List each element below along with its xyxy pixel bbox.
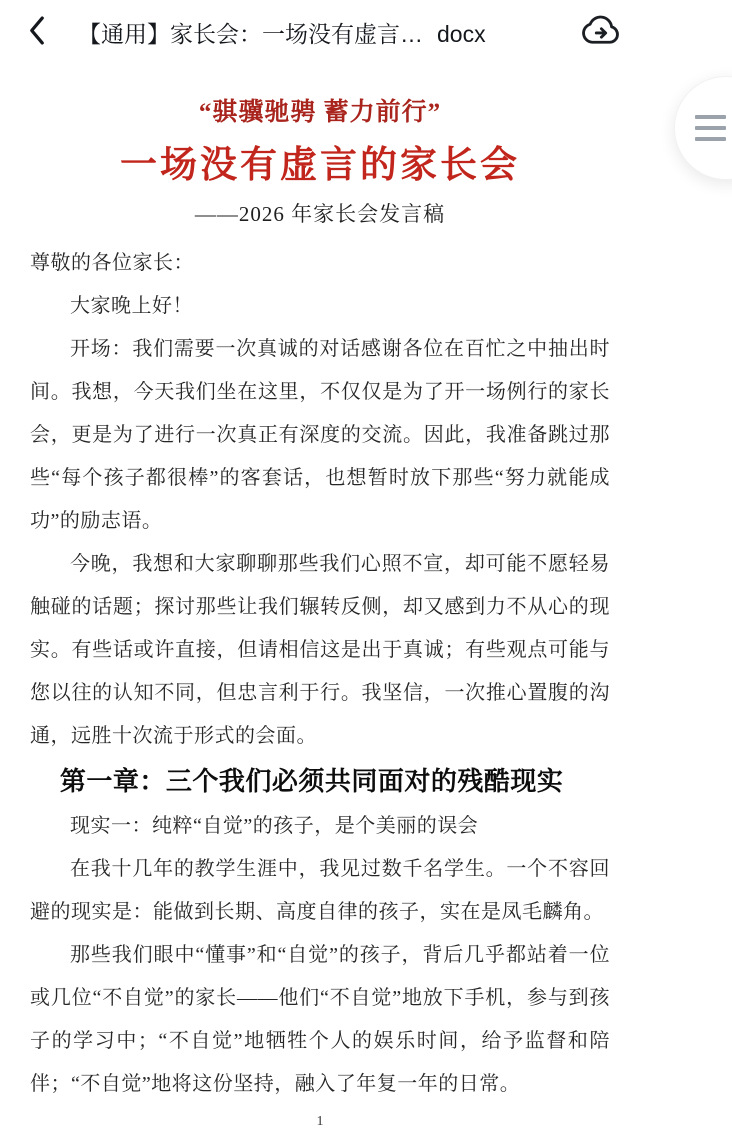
hamburger-menu-icon [695, 115, 726, 141]
cloud-arrow-icon [580, 14, 622, 50]
section-heading: 第一章：三个我们必须共同面对的残酷现实 [59, 766, 564, 796]
paragraph: 大家晚上好！ [70, 295, 193, 317]
file-extension: docx [437, 20, 486, 47]
document-title: 一场没有虚言的家长会 [120, 145, 520, 186]
document-page[interactable] [0, 94, 640, 1132]
filename-text: 【通用】家长会：一场没有虚言… [78, 20, 423, 47]
floating-menu-button[interactable] [674, 76, 732, 180]
document-subtitle: ——2026 年家长会发言稿 [194, 202, 446, 226]
paragraph: 尊敬的各位家长： [30, 252, 194, 274]
chevron-left-icon [26, 14, 47, 50]
paragraph: 那些我们眼中“懂事”和“自觉”的孩子，背后几乎都站着一位或几位“不自觉”的家长——他们“不自觉”地放下手机，参与到孩子的学习中；“不自觉”地牺牲个人的娱乐时间，给予监督和陪伴；“不自觉”地将这份坚持，融入了年复一年的日常。 [30, 944, 610, 1095]
paragraph: 开场：我们需要一次真诚的对话感谢各位在百忙之中抽出时间。我想，今天我们坐在这里，不仅仅是为了开一场例行的家长会，更是为了进行一次真正有深度的交流。因此，我准备跳过那些“每个孩子都很棒”的客套话，也想暂时放下那些“努力就能成功”的励志语。 [30, 338, 610, 532]
paragraph: 现实一：纯粹“自觉”的孩子，是个美丽的误会 [70, 815, 479, 837]
document-filename [78, 16, 568, 49]
page-number: 1 [316, 1114, 324, 1129]
paragraph: 今晚，我想和大家聊聊那些我们心照不宣，却可能不愿轻易触碰的话题；探讨那些让我们辗转反侧，却又感到力不从心的现实。有些话或许直接，但请相信这是出于真诚；有些观点可能与您以往的认知不同，但忠言利于行。我坚信，一次推心置腹的沟通，远胜十次流于形式的会面。 [30, 553, 610, 747]
share-button[interactable] [580, 14, 622, 50]
paragraphs [30, 242, 610, 1106]
back-button[interactable] [26, 10, 62, 54]
paragraph: 在我十几年的教学生涯中，我见过数千名学生。一个不容回避的现实是：能做到长期、高度自律的孩子，实在是凤毛麟角。 [30, 858, 610, 923]
document-motto: “骐骥驰骋 蓄力前行” [198, 99, 442, 126]
app-header [0, 0, 640, 64]
